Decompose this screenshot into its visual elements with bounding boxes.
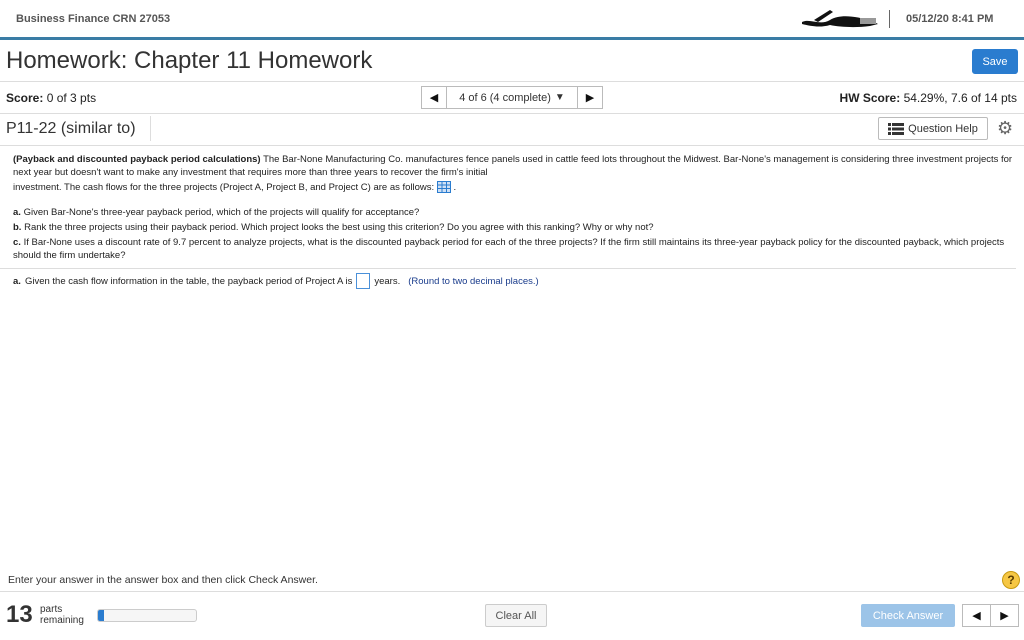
answer-letter: a. <box>13 275 21 287</box>
header-separator <box>889 10 890 28</box>
part-letter: c. <box>13 237 21 248</box>
bottom-question-navigator <box>962 604 1019 627</box>
question-navigator <box>421 86 603 109</box>
answer-input[interactable] <box>356 273 370 289</box>
divider <box>0 591 1024 592</box>
answer-line <box>13 273 539 289</box>
triangle-right-icon: ▶ <box>1000 610 1009 622</box>
question-intro <box>13 153 1013 179</box>
score-value: 0 of 3 pts <box>46 91 97 105</box>
question-id: P11-22 (similar to) <box>6 120 136 137</box>
user-avatar-redacted <box>800 6 880 32</box>
question-body <box>13 153 1013 264</box>
question-intro-title: (Payback and discounted payback period calculations) <box>13 154 261 165</box>
triangle-left-icon: ◀ <box>972 610 981 622</box>
part-text: Given Bar-None's three-year payback period, which of the projects will qualify for acceptance? <box>23 207 420 218</box>
datetime: 05/12/20 8:41 PM <box>906 13 994 25</box>
divider <box>0 81 1024 82</box>
parts-remaining-count: 13 <box>6 601 33 628</box>
parts-label-line2: remaining <box>40 615 84 626</box>
check-answer-button[interactable]: Check Answer <box>861 604 955 627</box>
question-intro-cont: investment. The cash flows for the three projects (Project A, Project B, and Project C) are as follows: . <box>13 182 457 193</box>
clear-all-button[interactable]: Clear All <box>485 604 547 627</box>
triangle-left-icon: ◀ <box>429 92 439 104</box>
part-letter: b. <box>13 222 22 233</box>
prev-question-button[interactable] <box>963 605 990 626</box>
course-name: Business Finance CRN 27053 <box>16 13 171 25</box>
question-help-button[interactable] <box>878 117 988 140</box>
question-part <box>13 221 1013 234</box>
progress-bar <box>97 609 197 622</box>
save-button[interactable]: Save <box>972 49 1018 74</box>
help-icon[interactable]: ? <box>1002 571 1020 589</box>
question-intro-text2: investment. The cash flows for the three projects (Project A, Project B, and Project C) are as follows: <box>13 182 435 193</box>
top-bar <box>0 0 1024 40</box>
parts-remaining-label <box>40 604 84 626</box>
part-text: Rank the three projects using their payback period. Which project looks the best using this criterion? Do you agree with this ranking? Why or why not? <box>24 222 654 233</box>
part-letter: a. <box>13 207 21 218</box>
divider <box>0 145 1024 146</box>
list-icon <box>888 123 904 135</box>
score <box>6 91 96 105</box>
page-title: Homework: Chapter 11 Homework <box>6 47 373 74</box>
part-text: If Bar-None uses a discount rate of 9.7 percent to analyze projects, what is the discounted payback period for each of the three projects? If the firm still maintains its three-year payback policy for the discounted payback, which projects should the firm undertake? <box>13 237 1005 261</box>
answer-prompt: Given the cash flow information in the table, the payback period of Project A is <box>24 275 353 287</box>
hw-score-value: 54.29%, 7.6 of 14 pts <box>903 91 1017 105</box>
parts-label-line1: parts <box>40 604 63 615</box>
hw-score <box>840 91 1017 105</box>
question-help-label: Question Help <box>908 122 978 135</box>
answer-unit: years. <box>374 275 401 287</box>
question-part <box>13 236 1013 262</box>
prev-question-button[interactable] <box>422 87 446 108</box>
next-question-button[interactable] <box>990 605 1018 626</box>
hw-score-label: HW Score: <box>839 91 901 105</box>
next-question-button[interactable] <box>578 87 602 108</box>
divider <box>150 116 151 141</box>
triangle-down-icon: ▼ <box>554 92 565 103</box>
question-select[interactable] <box>446 87 578 108</box>
score-label: Score: <box>6 91 44 105</box>
progress-fill <box>98 610 104 621</box>
divider <box>0 113 1024 114</box>
question-part <box>13 206 1013 219</box>
question-intro-text: The Bar-None Manufacturing Co. manufactures fence panels used in cattle feed lots throughout the Midwest. Bar-None's management is considering three investment projects for next year but doesn't want to make any investment that requires more than three years to recover the firm's initial <box>13 154 1013 178</box>
question-select-value: 4 of 6 (4 complete) <box>459 91 551 104</box>
answer-hint: (Round to two decimal places.) <box>408 275 539 287</box>
question-parts <box>13 206 1013 262</box>
divider <box>0 268 1016 269</box>
data-table-icon[interactable] <box>437 181 451 193</box>
triangle-right-icon: ▶ <box>585 92 595 104</box>
gear-icon[interactable]: ⚙ <box>997 118 1014 138</box>
instruction-text: Enter your answer in the answer box and then click Check Answer. <box>8 574 318 586</box>
